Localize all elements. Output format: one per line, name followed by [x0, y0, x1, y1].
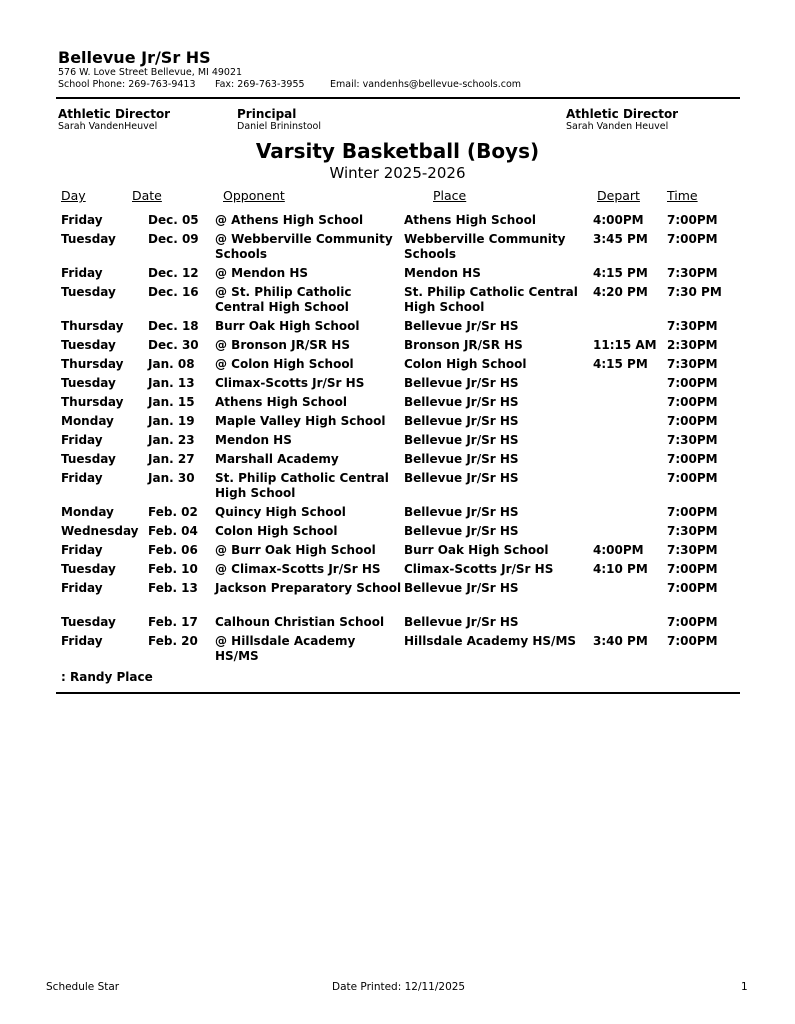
game-date: Jan. 27 [148, 452, 195, 466]
note-text: : Randy Place [61, 670, 153, 684]
game-opponent: Jackson Preparatory School [215, 581, 402, 595]
game-depart: 4:00PM [593, 543, 644, 557]
staff-role: Athletic Director [566, 107, 679, 121]
game-day: Friday [61, 471, 103, 485]
schedule-table [0, 213, 795, 684]
game-opponent: Mendon HS [215, 433, 292, 447]
game-opponent: Calhoun Christian School [215, 615, 385, 629]
game-date: Dec. 16 [148, 285, 199, 299]
table-row [0, 452, 795, 471]
game-place: Bellevue Jr/Sr HS [404, 433, 519, 447]
game-day: Friday [61, 543, 103, 557]
game-place: Bellevue Jr/Sr HS [404, 505, 519, 519]
game-opponent: Burr Oak High School [215, 319, 360, 333]
footer-page-number: 1 [741, 981, 748, 993]
game-time: 7:00PM [667, 562, 718, 576]
game-day: Tuesday [61, 338, 116, 352]
game-depart: 4:00PM [593, 213, 644, 227]
table-row [0, 285, 795, 319]
staff-role: Principal [237, 107, 297, 121]
game-day: Tuesday [61, 562, 116, 576]
staff-name: Daniel Brininstool [237, 121, 321, 132]
game-depart: 4:20 PM [593, 285, 648, 299]
table-row [0, 213, 795, 232]
game-place: Bellevue Jr/Sr HS [404, 471, 519, 485]
game-place: Bellevue Jr/Sr HS [404, 319, 519, 333]
game-date: Feb. 02 [148, 505, 198, 519]
table-row [0, 581, 795, 615]
game-time: 7:00PM [667, 414, 718, 428]
game-day: Thursday [61, 357, 124, 371]
game-day: Friday [61, 433, 103, 447]
game-time: 7:00PM [667, 376, 718, 390]
game-depart: 4:15 PM [593, 266, 648, 280]
game-date: Feb. 04 [148, 524, 198, 538]
table-row [0, 524, 795, 543]
school-phone: School Phone: 269-763-9413 [58, 79, 196, 90]
col-opponent: Opponent [223, 188, 285, 203]
game-date: Jan. 13 [148, 376, 195, 390]
game-time: 7:00PM [667, 213, 718, 227]
game-place: Hillsdale Academy HS/MS [404, 634, 577, 648]
table-row [0, 376, 795, 395]
game-depart: 4:15 PM [593, 357, 648, 371]
game-day: Friday [61, 266, 103, 280]
col-day: Day [61, 188, 86, 203]
game-time: 7:30PM [667, 543, 718, 557]
game-date: Dec. 05 [148, 213, 199, 227]
game-opponent: @ Bronson JR/SR HS [215, 338, 350, 352]
game-place: Webberville Community Schools [404, 232, 566, 261]
table-row [0, 357, 795, 376]
game-place: Climax-Scotts Jr/Sr HS [404, 562, 554, 576]
school-address: 576 W. Love Street Bellevue, MI 49021 [58, 67, 243, 78]
game-opponent: Maple Valley High School [215, 414, 386, 428]
game-opponent: @ Webberville Community Schools [215, 232, 393, 261]
table-row [0, 505, 795, 524]
game-date: Jan. 08 [148, 357, 195, 371]
game-time: 7:00PM [667, 232, 718, 246]
table-row [0, 562, 795, 581]
game-depart: 3:45 PM [593, 232, 648, 246]
game-place: Bellevue Jr/Sr HS [404, 452, 519, 466]
game-date: Feb. 10 [148, 562, 198, 576]
table-row [0, 433, 795, 452]
game-date: Jan. 23 [148, 433, 195, 447]
game-opponent: Athens High School [215, 395, 347, 409]
game-opponent: @ Climax-Scotts Jr/Sr HS [215, 562, 381, 576]
game-day: Thursday [61, 319, 124, 333]
game-time: 7:30PM [667, 524, 718, 538]
game-opponent: @ Colon High School [215, 357, 354, 371]
game-time: 7:00PM [667, 395, 718, 409]
table-row [0, 634, 795, 668]
game-opponent: Quincy High School [215, 505, 346, 519]
table-row [0, 543, 795, 562]
staff-name: Sarah Vanden Heuvel [566, 121, 669, 132]
game-opponent: @ Burr Oak High School [215, 543, 376, 557]
game-time: 7:00PM [667, 634, 718, 648]
game-day: Tuesday [61, 285, 116, 299]
game-time: 7:00PM [667, 505, 718, 519]
school-fax: Fax: 269-763-3955 [215, 79, 305, 90]
col-date: Date [132, 188, 162, 203]
game-depart: 11:15 AM [593, 338, 657, 352]
game-opponent: Colon High School [215, 524, 338, 538]
staff-name: Sarah VandenHeuvel [58, 121, 158, 132]
game-time: 7:30PM [667, 266, 718, 280]
page-title: Varsity Basketball (Boys) [255, 139, 540, 163]
game-date: Jan. 19 [148, 414, 195, 428]
game-date: Dec. 12 [148, 266, 199, 280]
school-email: Email: vandenhs@bellevue-schools.com [330, 79, 522, 90]
table-row [0, 319, 795, 338]
game-depart: 4:10 PM [593, 562, 648, 576]
game-day: Friday [61, 213, 103, 227]
game-date: Dec. 18 [148, 319, 199, 333]
game-day: Tuesday [61, 232, 116, 246]
game-day: Tuesday [61, 376, 116, 390]
table-row [0, 266, 795, 285]
game-day: Thursday [61, 395, 124, 409]
table-row [0, 232, 795, 266]
table-row [0, 471, 795, 505]
game-day: Friday [61, 581, 103, 595]
game-date: Feb. 06 [148, 543, 198, 557]
game-date: Jan. 30 [148, 471, 195, 485]
game-opponent: Climax-Scotts Jr/Sr HS [215, 376, 365, 390]
footer-date-printed: Date Printed: 12/11/2025 [332, 981, 466, 993]
game-place: Bellevue Jr/Sr HS [404, 395, 519, 409]
game-day: Monday [61, 505, 114, 519]
game-opponent: St. Philip Catholic Central High School [215, 471, 389, 500]
game-time: 7:30 PM [667, 285, 722, 299]
game-time: 7:00PM [667, 452, 718, 466]
game-date: Feb. 17 [148, 615, 198, 629]
game-opponent: @ Hillsdale Academy HS/MS [215, 634, 356, 663]
staff-role: Athletic Director [58, 107, 171, 121]
game-place: St. Philip Catholic Central High School [404, 285, 578, 314]
game-time: 7:00PM [667, 581, 718, 595]
game-opponent: @ Mendon HS [215, 266, 309, 280]
school-name: Bellevue Jr/Sr HS [58, 48, 211, 67]
col-time: Time [667, 188, 698, 203]
game-place: Colon High School [404, 357, 527, 371]
game-place: Bellevue Jr/Sr HS [404, 376, 519, 390]
table-row [0, 395, 795, 414]
game-place: Bellevue Jr/Sr HS [404, 581, 519, 595]
table-row [0, 615, 795, 634]
col-place: Place [433, 188, 467, 203]
game-place: Burr Oak High School [404, 543, 549, 557]
season: Winter 2025-2026 [329, 164, 466, 182]
game-depart: 3:40 PM [593, 634, 648, 648]
game-time: 7:30PM [667, 433, 718, 447]
game-place: Athens High School [404, 213, 536, 227]
game-day: Monday [61, 414, 114, 428]
game-place: Bronson JR/SR HS [404, 338, 523, 352]
game-time: 7:30PM [667, 319, 718, 333]
game-place: Bellevue Jr/Sr HS [404, 615, 519, 629]
game-date: Dec. 30 [148, 338, 199, 352]
game-day: Friday [61, 634, 103, 648]
game-time: 7:00PM [667, 615, 718, 629]
game-date: Feb. 20 [148, 634, 198, 648]
game-date: Feb. 13 [148, 581, 198, 595]
footer-source: Schedule Star [46, 981, 120, 993]
game-time: 7:30PM [667, 357, 718, 371]
table-row [0, 414, 795, 433]
game-time: 2:30PM [667, 338, 718, 352]
game-day: Tuesday [61, 615, 116, 629]
game-opponent: @ St. Philip Catholic Central High School [215, 285, 352, 314]
game-opponent: Marshall Academy [215, 452, 339, 466]
table-row [0, 338, 795, 357]
game-place: Bellevue Jr/Sr HS [404, 524, 519, 538]
divider [56, 692, 740, 694]
game-opponent: @ Athens High School [215, 213, 364, 227]
game-date: Dec. 09 [148, 232, 199, 246]
game-day: Wednesday [61, 524, 139, 538]
game-place: Bellevue Jr/Sr HS [404, 414, 519, 428]
divider [56, 97, 740, 99]
game-date: Jan. 15 [148, 395, 195, 409]
game-time: 7:00PM [667, 471, 718, 485]
game-day: Tuesday [61, 452, 116, 466]
col-depart: Depart [597, 188, 640, 203]
game-place: Mendon HS [404, 266, 481, 280]
